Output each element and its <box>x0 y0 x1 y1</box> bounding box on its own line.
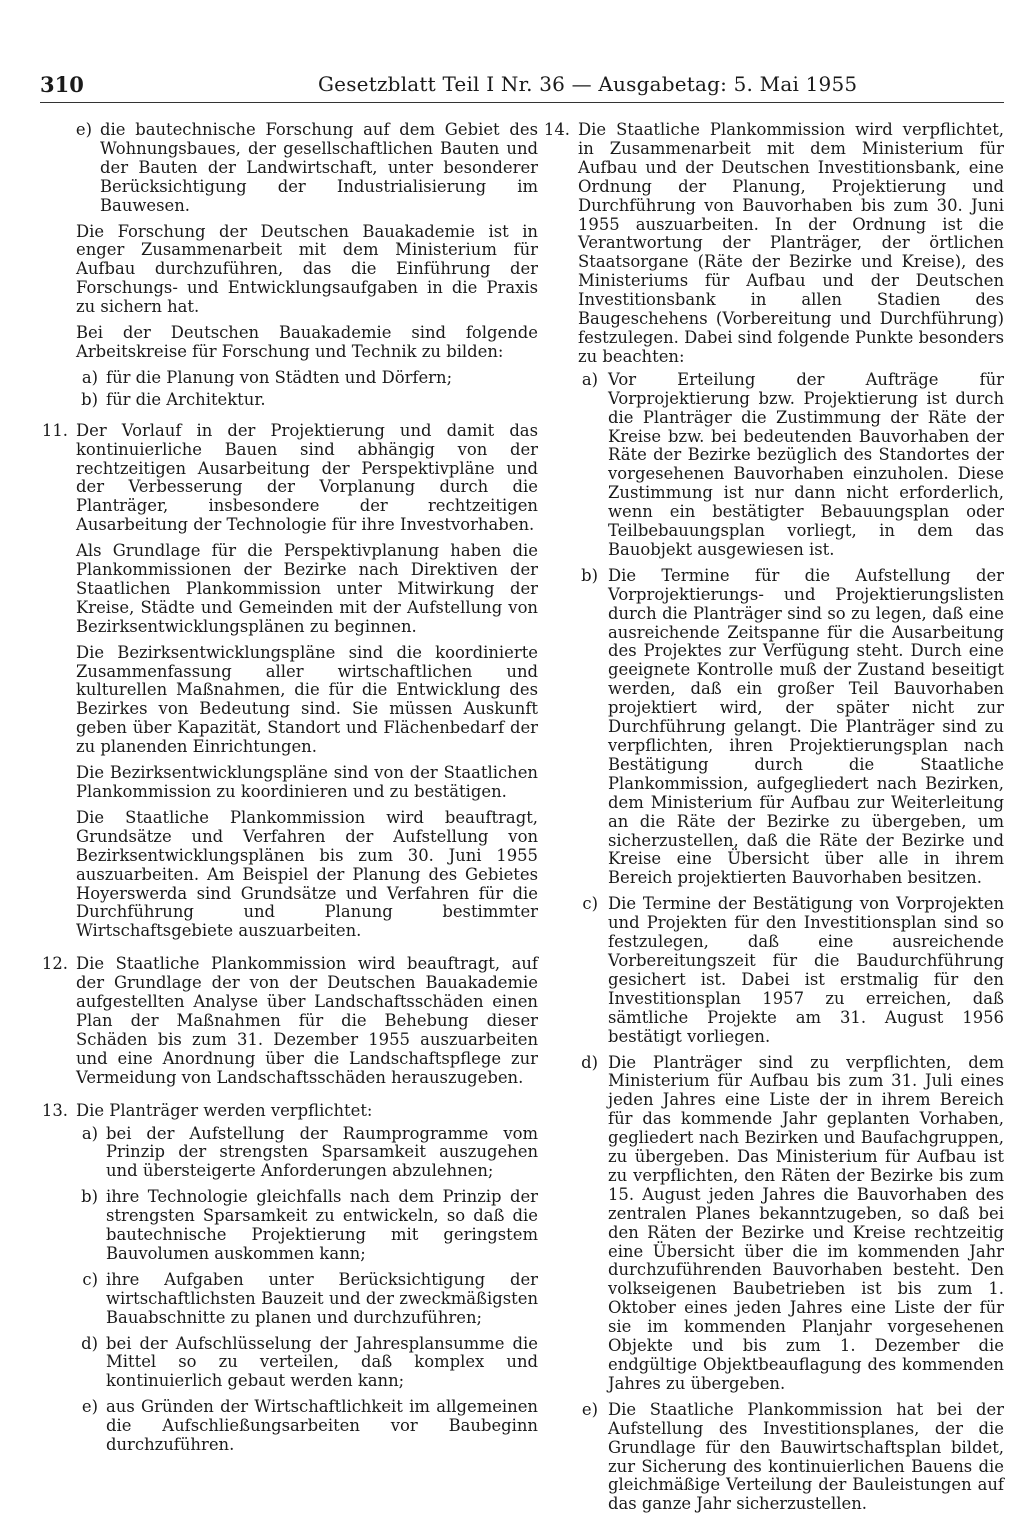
section-number: 12. <box>41 954 68 974</box>
item-marker: d) <box>581 1052 598 1072</box>
item-marker: e) <box>75 120 92 139</box>
page-header <box>40 62 1004 103</box>
item-text: bei der Aufstellung der Raumprogramme vom Prinzip der strengsten Sparsamkeit auszugehen und übersteigerte Anforderungen abzulehnen; <box>106 1123 538 1181</box>
item-marker: b) <box>81 1187 98 1207</box>
item-marker: c) <box>582 894 598 914</box>
paragraph: Die Planträger werden verpflichtet: <box>76 1100 373 1120</box>
paragraph: Der Vorlauf in der Projektierung und damit das kontinuierliche Bauen sind abhängig von der rechtzeitigen Ausarbeitung der Perspektivpläne und der Verbesserung der Vorplanung durch die Planträger, insbesondere der rechtzeitigen Ausarbeitung der Technologie für ihre Investvorhaben. <box>76 420 538 535</box>
section-number: 13. <box>41 1100 68 1120</box>
item-text: Die Termine der Bestätigung von Vorprojekten und Projekten für den Investitionsplan sind so festzulegen, daß eine ausreichende Vorbereitungszeit für die Baudurchführung gesichert ist. Dabei ist erstmalig für den Investitionsplan 1957 zu erreichen, daß sämtliche Projekte am 31. August 1956 bestätigt vorliegen. <box>608 894 1004 1046</box>
item-marker: e) <box>581 1399 598 1419</box>
item-marker: b) <box>81 389 98 409</box>
paragraph: Die Staatliche Plankommission wird beauftragt, auf der Grundlage der von der Deutschen Bauakademie aufgestellten Analyse über Landschaftsschäden einen Plan der Maßnahmen für die Behebung dieser Schäden bis zum 31. Dezember 1955 auszuarbeiten und eine Anordnung über die Landschaftspflege zur Vermeidung von Landschaftsschäden herauszugeben. <box>76 954 538 1087</box>
item-marker: d) <box>81 1333 98 1353</box>
paragraph: Als Grundlage für die Perspektivplanung haben die Plankommissionen der Bezirke nach Direktiven der Staatlichen Plankommission unter Mitwirkung der Kreise, Städte und Gemeinden mit der Aufstellung von Bezirksentwicklungsplänen zu beginnen. <box>76 541 538 636</box>
paragraph: Die Bezirksentwicklungspläne sind von der Staatlichen Plankommission zu koordinieren und zu bestätigen. <box>76 763 538 801</box>
section-11 <box>41 420 538 949</box>
list-item <box>76 369 538 388</box>
item-text: Die Termine für die Aufstellung der Vorprojektierungs- und Projektierungslisten durch die Planträger sind so zu legen, daß eine ausreichende Zeitspanne für die Ausarbeitung des Projektes zur Verfügung steht. Durch eine geeignete Kontrolle muß der Zustand beseitigt werden, daß ein großer Teil Bauvorhaben projektiert wird, der später nicht zur Durchführung gelangt. Die Planträger sind zu verpflichten, ihren Projektierungsplan nach Bestätigung durch die Staatliche Plankommission, aufgegliedert nach Bezirken, dem Ministerium für Aufbau zur Weiterleitung an die Räte der Bezirke zu übergeben, um sicherzustellen, daß die Räte der Bezirke und Kreise eine Übersicht über alle in ihrem Bereich projektierten Bauvorhaben besitzen. <box>608 565 1004 888</box>
list-item <box>76 391 538 410</box>
item-text: Die Planträger sind zu verpflichten, dem Ministerium für Aufbau bis zum 31. Juli eines jeden Jahres eine Liste der in ihrem Bereich für das kommende Jahr geplanten Vorhaben, gegliedert nach Bezirken und Baufachgruppen, zu übergeben. Das Ministerium für Aufbau ist zu verpflichten, den Räten der Bezirke bis zum 15. August jeden Jahres die Bauvorhaben des zentralen Planes bekanntzugeben, so daß bei den Räten der Bezirke und Kreise rechtzeitig eine Übersicht über die im kommenden Jahr durchzuführenden Bauvorhaben besteht. Den volkseigenen Baubetrieben ist bis zum 1. Oktober eines jeden Jahres eine Liste der für sie im kommenden Planjahr vorgesehenen Objekte und bis zum 1. Dezember die endgültige Objektbeauflagung des kommenden Jahres zu übergeben. <box>608 1052 1004 1393</box>
paragraph: Die Forschung der Deutschen Bauakademie ist in enger Zusammenarbeit mit dem Ministerium für Aufbau durchzuführen, das die Einführung der Forschungs- und Entwicklungsaufgaben in die Praxis zu sichern hat. <box>76 221 538 317</box>
item-marker: e) <box>81 1397 98 1417</box>
section-body <box>578 121 1004 1521</box>
item-marker: a) <box>81 1123 98 1143</box>
item-text: für die Planung von Städten und Dörfern; <box>106 367 453 387</box>
list-item <box>76 121 538 216</box>
list-item <box>578 895 1004 1046</box>
item-text: die bautechnische Forschung auf dem Gebiet des Wohnungsbaues, der gesellschaftlichen Bauten und der Bauten der Landwirtschaft, unter besonderer Berücksichtigung der Industrialisierung im Bauwesen. <box>100 120 538 215</box>
section-14 <box>543 120 1004 1521</box>
item-text: bei der Aufschlüsselung der Jahresplansumme die Mittel so zu verteilen, daß komplex und kontinuierlich gebaut werden kann; <box>106 1333 538 1391</box>
paragraph: Die Staatliche Plankommission wird beauftragt, Grundsätze und Verfahren der Aufstellung von Bezirksentwicklungsplänen bis zum 30. Juni 1955 auszuarbeiten. Am Beispiel der Planung des Gebietes Hoyerswerda sind Grundsätze und Verfahren für die Durchführung und Planung bestimmter Wirtschaftsgebiete auszuarbeiten. <box>76 807 538 941</box>
paragraph: Die Bezirksentwicklungspläne sind die koordinierte Zusammenfassung aller wirtschaftlichen und kulturellen Maßnahmen, die für die Entwicklung des Bezirkes von Bedeutung sind. Sie müssen Auskunft geben über Kapazität, Standort und Flächenbedarf der zu planenden Einrichtungen. <box>76 642 538 757</box>
item-text: Die Staatliche Plankommission hat bei der Aufstellung des Investitionsplanes, der die Grundlage für den Bauwirtschaftsplan bildet, zur Sicherung des kontinuierlichen Bauens die gleichmäßige Verteilung der Bauleistungen auf das ganze Jahr sicherzustellen. <box>608 1399 1004 1514</box>
section-body <box>76 955 538 1094</box>
list-item <box>76 1335 538 1392</box>
section-number: 11. <box>41 420 68 440</box>
item-marker: c) <box>82 1269 98 1289</box>
section-number: 14. <box>543 120 570 139</box>
item-text: ihre Technologie gleichfalls nach dem Prinzip der strengsten Sparsamkeit zu entwickeln, so daß die bautechnische Projektierung mit geringstem Bauvolumen auskommen kann; <box>106 1187 538 1263</box>
section-13 <box>41 1100 538 1462</box>
item-text: ihre Aufgaben unter Berücksichtigung der wirtschaftlichsten Bauzeit und der zweckmäßigsten Bauabschnitte zu planen und durchzuführen; <box>106 1269 538 1327</box>
item-text: Vor Erteilung der Aufträge für Vorprojektierung bzw. Projektierung ist durch die Planträger die Zustimmung der Räte der Kreise bzw. bei bedeutenden Bauvorhaben der Räte der Bezirke bezüglich des Standortes der vorgesehenen Bauvorhaben einzuholen. Diese Zustimmung ist nur dann nicht erforderlich, wenn ein bestätigter Bebauungsplan oder Teilbebauungsplan vorliegt, in dem das Bauobjekt ausgewiesen ist. <box>608 369 1004 559</box>
list-item <box>578 1054 1004 1394</box>
right-column <box>543 120 1004 1528</box>
section-body <box>76 422 538 949</box>
list-item <box>76 1271 538 1328</box>
list-item <box>578 1401 1004 1514</box>
section-12 <box>41 954 538 1094</box>
running-head: Gesetzblatt Teil I Nr. 36 — Ausgabetag: 5. Mai 1955 <box>318 72 858 96</box>
item-text: für die Architektur. <box>106 389 266 409</box>
paragraph: Die Staatliche Plankommission wird verpflichtet, in Zusammenarbeit mit dem Ministerium für Aufbau und der Deutschen Investitionsbank, eine Ordnung der Planung, Projektierung und Durchführung von Bauvorhaben bis zum 30. Juni 1955 auszuarbeiten. In der Ordnung ist die Verantwortung der Planträger, der örtlichen Staatsorgane (Räte der Bezirke und Kreise), des Ministeriums für Aufbau und der Deutschen Investitionsbank in allen Stadien des Baugeschehens (Vorbereitung und Durchführung) festzulegen. Dabei sind folgende Punkte besonders zu beachten: <box>578 120 1004 366</box>
list-item <box>76 1398 538 1455</box>
left-column <box>41 120 538 1469</box>
list-item <box>578 371 1004 560</box>
item-text: aus Gründen der Wirtschaftlichkeit im allgemeinen die Aufschließungsarbeiten vor Baubeginn durchzuführen. <box>106 1397 538 1455</box>
list-item <box>578 567 1004 888</box>
item-marker: a) <box>581 369 598 389</box>
list-item <box>76 1125 538 1182</box>
section-body <box>76 1102 538 1462</box>
paragraph: Bei der Deutschen Bauakademie sind folgende Arbeitskreise für Forschung und Technik zu bilden: <box>76 323 538 361</box>
page-number: 310 <box>40 72 84 97</box>
item-marker: b) <box>581 565 598 585</box>
list-item <box>76 1188 538 1264</box>
item-marker: a) <box>81 367 98 387</box>
